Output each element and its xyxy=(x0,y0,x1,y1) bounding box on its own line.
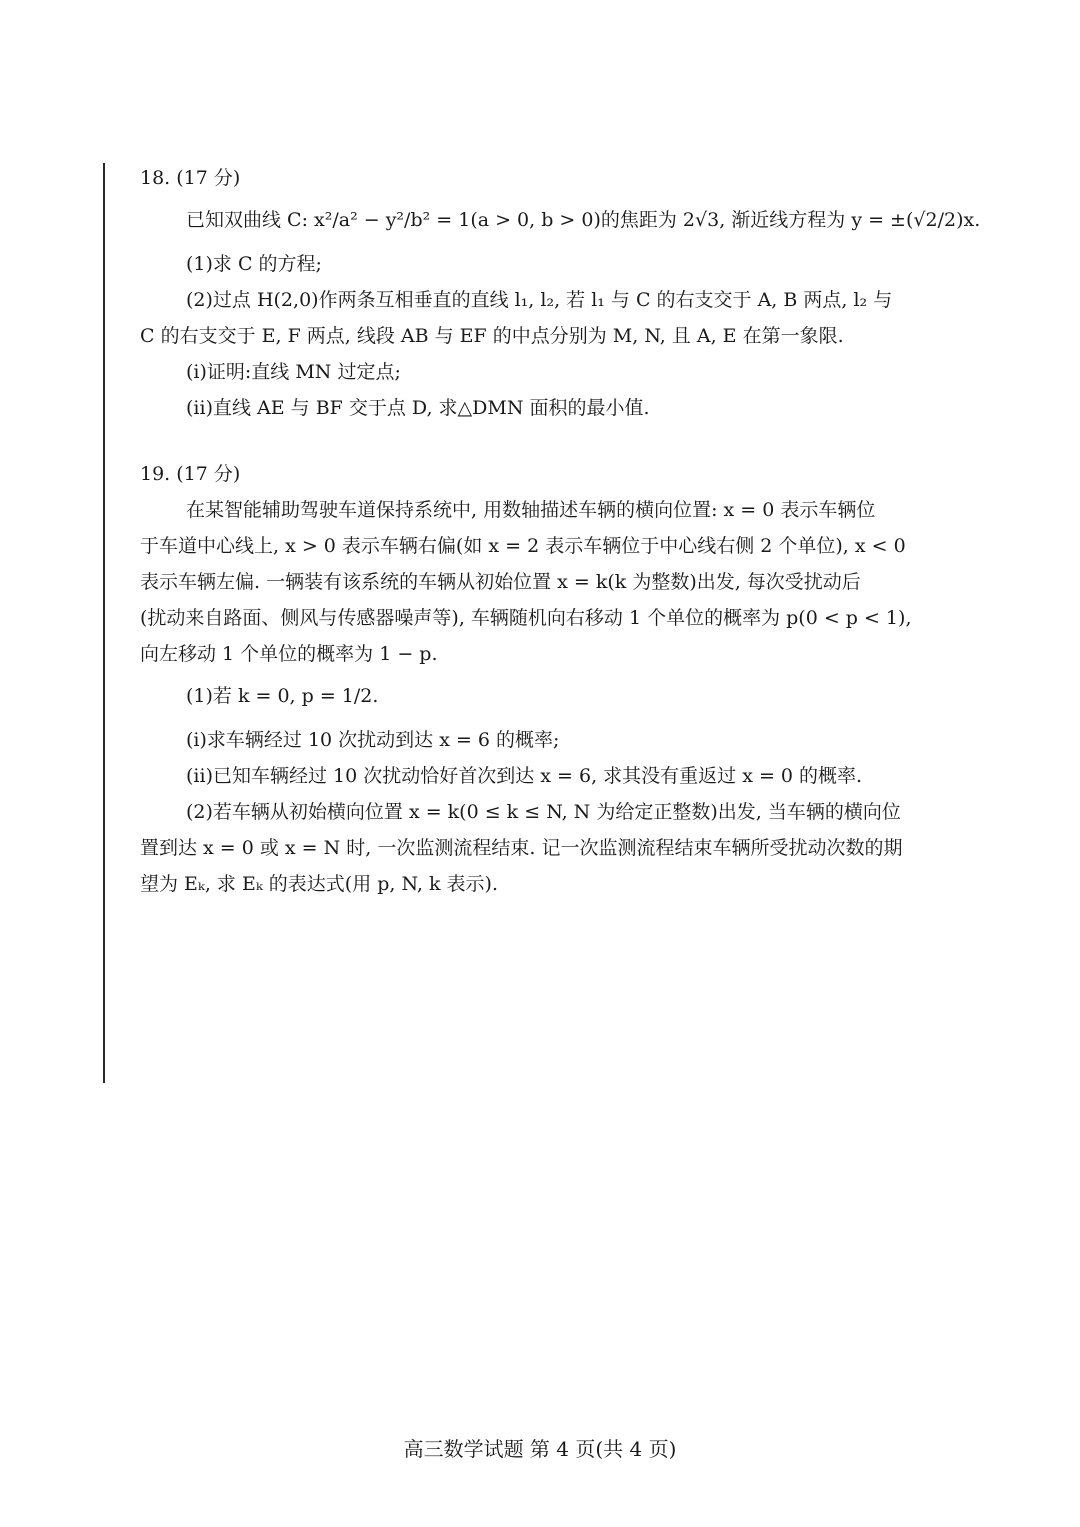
q19-part1-i: (i)求车辆经过 10 次扰动到达 x = 6 的概率; xyxy=(186,729,560,751)
q18-part2-line1: (2)过点 H(2,0)作两条互相垂直的直线 l₁, l₂, 若 l₁ 与 C 的右支交于 A, B 两点, l₂ 与 xyxy=(186,289,893,311)
q18-part2-ii: (ii)直线 AE 与 BF 交于点 D, 求△DMN 面积的最小值. xyxy=(186,397,650,419)
q19-para-line2: 于车道中心线上, x > 0 表示车辆右偏(如 x = 2 表示车辆位于中心线右侧 2 个单位), x < 0 xyxy=(140,535,906,557)
q19-para-line4: (扰动来自路面、侧风与传感器噪声等), 车辆随机向右移动 1 个单位的概率为 p(0 < p < 1), xyxy=(140,607,912,629)
q18-intro: 已知双曲线 C: x²/a² − y²/b² = 1(a > 0, b > 0)的焦距为 2√3, 渐近线方程为 y = ±(√2/2)x. xyxy=(186,209,981,231)
q18-header: 18. (17 分) xyxy=(140,167,241,189)
q19-part2-line3: 望为 Eₖ, 求 Eₖ 的表达式(用 p, N, k 表示). xyxy=(140,873,498,895)
q19-para-line5: 向左移动 1 个单位的概率为 1 − p. xyxy=(140,643,438,665)
q19-part1-ii: (ii)已知车辆经过 10 次扰动恰好首次到达 x = 6, 求其没有重返过 x = 0 的概率. xyxy=(186,765,863,787)
q19-part2-line1: (2)若车辆从初始横向位置 x = k(0 ≤ k ≤ N, N 为给定正整数)出发, 当车辆的横向位 xyxy=(186,801,901,823)
q18-part2-line2: C 的右支交于 E, F 两点, 线段 AB 与 EF 的中点分别为 M, N, 且 A, E 在第一象限. xyxy=(140,325,844,347)
q18-part1: (1)求 C 的方程; xyxy=(186,253,322,275)
binding-margin-line xyxy=(103,163,105,1083)
q19-part2-line2: 置到达 x = 0 或 x = N 时, 一次监测流程结束. 记一次监测流程结束车辆所受扰动次数的期 xyxy=(140,837,903,859)
q18-part2-i: (i)证明:直线 MN 过定点; xyxy=(186,361,401,383)
page-footer: 高三数学试题 第 4 页(共 4 页) xyxy=(403,1437,677,1461)
exam-content xyxy=(140,160,980,902)
q19-para-line1: 在某智能辅助驾驶车道保持系统中, 用数轴描述车辆的横向位置: x = 0 表示车辆位 xyxy=(186,499,876,521)
q19-part1: (1)若 k = 0, p = 1/2. xyxy=(186,685,379,707)
q19-para-line3: 表示车辆左偏. 一辆装有该系统的车辆从初始位置 x = k(k 为整数)出发, 每次受扰动后 xyxy=(140,571,861,593)
q19-header: 19. (17 分) xyxy=(140,463,241,485)
